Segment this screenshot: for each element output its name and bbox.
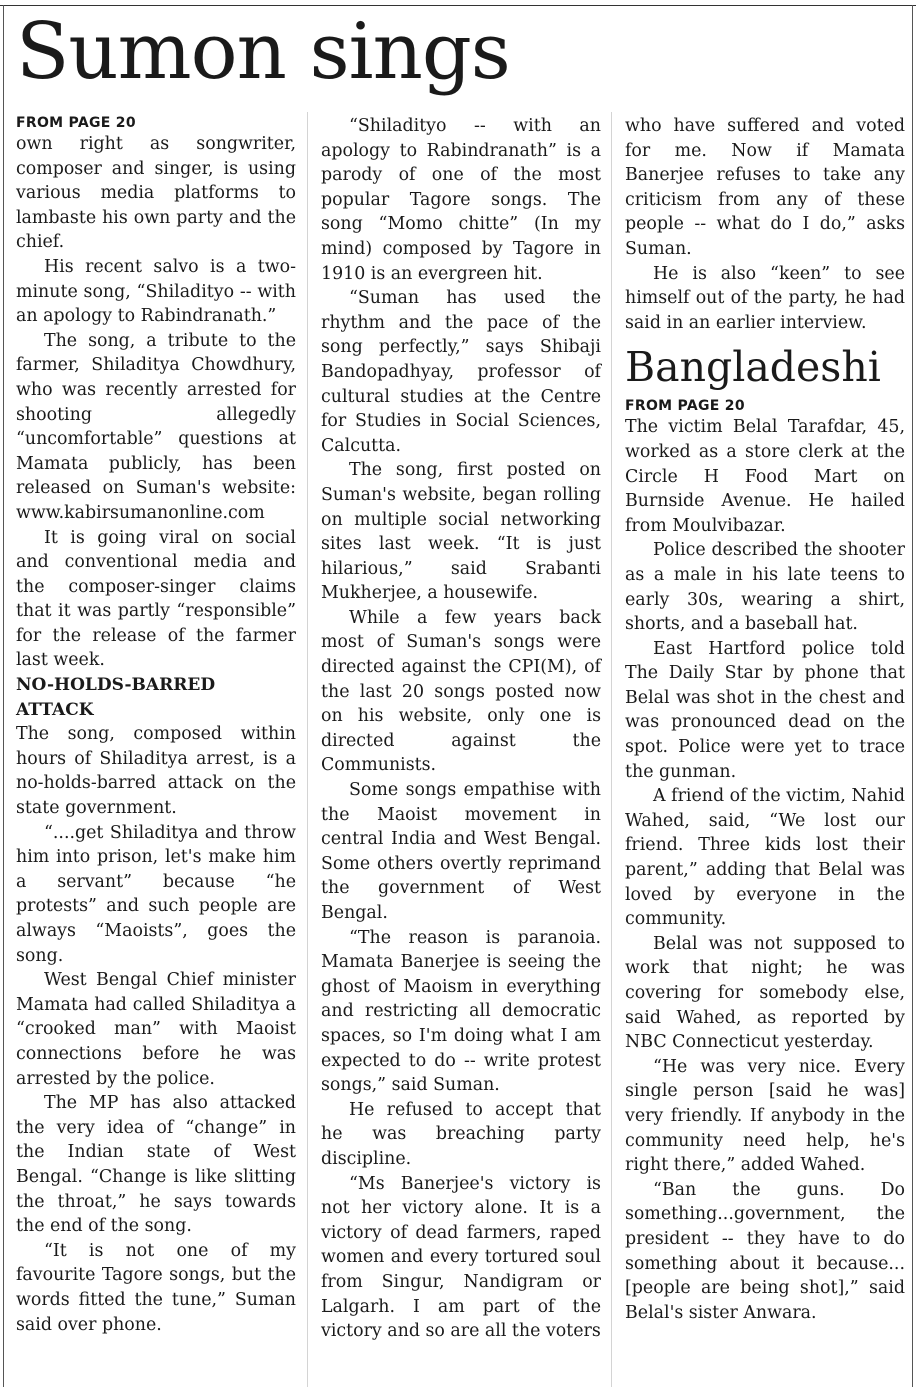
column-divider <box>307 112 308 1387</box>
paragraph: own right as songwriter, composer and singer, is using various media platforms to lambaste his own party and the chief. <box>16 134 296 253</box>
article-column-1 <box>16 114 296 1337</box>
paragraph: Some songs empathise with the Maoist movement in central India and West Bengal. Some others overtly reprimand the government of West Bengal. <box>321 780 601 923</box>
paragraph: He is also “keen” to see himself out of the party, he had said in an earlier interview. <box>625 263 905 333</box>
paragraph: West Bengal Chief minister Mamata had called Shiladitya a “crooked man” with Maoist connections before he was arrested by the police. <box>16 970 296 1089</box>
paragraph: His recent salvo is a two-minute song, “Shiladityo -- with an apology to Rabindranath.” <box>16 256 296 327</box>
paragraph: He refused to accept that he was breaching party discipline. <box>321 1099 601 1169</box>
article-column-2 <box>321 114 601 1344</box>
paragraph: The song, composed within hours of Shiladitya arrest, is a no-holds-barred attack on the state government. <box>16 724 296 819</box>
paragraph: The song, first posted on Suman's website, began rolling on multiple social networking sites last week. “It is just hilarious,” said Srabanti Mukherjee, a housewife. <box>321 460 601 604</box>
paragraph: “Suman has used the rhythm and the pace of the song perfectly,” says Shibaji Bandopadhyay, professor of cultural studies at the Centre for Studies in Social Sciences, Calcutta. <box>321 288 601 456</box>
left-border <box>3 5 4 1387</box>
headline: Sumon sings <box>16 7 510 97</box>
article-column-3 <box>625 114 905 1325</box>
paragraph: A friend of the victim, Nahid Wahed, said, “We lost our friend. Three kids lost their parent,” adding that Belal was loved by everyone in the community. <box>625 786 905 930</box>
paragraph: who have suffered and voted for me. Now if Mamata Banerjee refuses to take any criticism from any of these people -- what do I do,” asks Suman. <box>625 116 905 259</box>
paragraph: The song, a tribute to the farmer, Shiladitya Chowdhury, who was recently arrested for shooting allegedly “uncomfortable” questions at Mamata publicly, has been released on Suman's website: www.kabirsumanonline.com <box>16 330 296 523</box>
paragraph: East Hartford police told The Daily Star by phone that Belal was shot in the chest and was pronounced dead on the spot. Police were yet to trace the gunman. <box>625 638 905 782</box>
column-divider <box>611 112 612 1387</box>
paragraph: It is going viral on social and conventional media and the composer-singer claims that it was partly “responsible” for the release of the farmer last week. <box>16 527 296 671</box>
paragraph: “He was very nice. Every single person [said he was] very friendly. If anybody in the community need help, he's right there,” added Wahed. <box>625 1056 905 1176</box>
section-headline: Bangladeshi <box>625 343 881 392</box>
paragraph: While a few years back most of Suman's songs were directed against the CPI(M), of the last 20 songs posted now on his website, only one is directed against the Communists. <box>321 607 601 776</box>
continued-from-label: FROM PAGE 20 <box>16 115 136 131</box>
continued-from-label: FROM PAGE 20 <box>625 398 745 415</box>
paragraph: The victim Belal Tarafdar, 45, worked as a store clerk at the Circle H Food Mart on Burnside Avenue. He hailed from Moulvibazar. <box>625 417 905 536</box>
paragraph: “....get Shiladitya and throw him into prison, let's make him a servant” because “he protests” and such people are always “Maoists”, goes the song. <box>16 822 296 966</box>
right-border <box>912 5 913 1387</box>
paragraph: The MP has also attacked the very idea of “change” in the Indian state of West Bengal. “Change is like slitting the throat,” he says towards the end of the song. <box>16 1093 296 1237</box>
paragraph: “Shiladityo -- with an apology to Rabindranath” is a parody of one of the most popular Tagore songs. The song “Momo chitte” (In my mind) composed by Tagore in 1910 is an evergreen hit. <box>321 116 601 284</box>
paragraph: Police described the shooter as a male in his late teens to early 30s, wearing a shirt, shorts, and a baseball hat. <box>625 540 905 635</box>
paragraph: “Ms Banerjee's victory is not her victory alone. It is a victory of dead farmers, raped women and every tortured soul from Singur, Nandigram or Lalgarh. I am part of the victory and so are all the voters <box>321 1173 601 1342</box>
paragraph: “The reason is paranoia. Mamata Banerjee is seeing the ghost of Maoism in everything and restricting all democratic spaces, so I'm doing what I am expected to do -- write protest songs,” said Suman. <box>321 927 601 1096</box>
subheading: NO-HOLDS-BARRED ATTACK <box>16 675 216 720</box>
paragraph: Belal was not supposed to work that night; he was covering for somebody else, said Wahed, as reported by NBC Connecticut yesterday. <box>625 933 905 1053</box>
paragraph: “It is not one of my favourite Tagore songs, but the words fitted the tune,” Suman said over phone. <box>16 1240 296 1335</box>
paragraph: “Ban the guns. Do something...government, the president -- they have to do something about it because...[people are being shot],” said Belal's sister Anwara. <box>625 1179 905 1323</box>
